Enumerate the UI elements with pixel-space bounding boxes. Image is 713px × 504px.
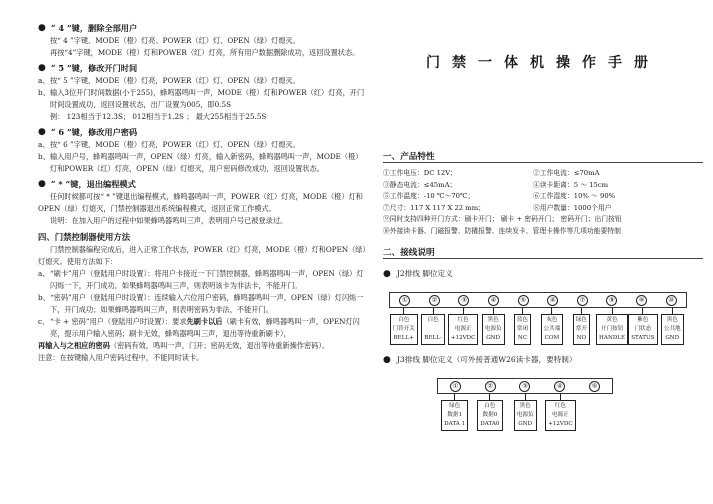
divider xyxy=(383,258,703,259)
section-heading-wiring: 二、接线说明 xyxy=(383,248,435,258)
pin-label: 黄色 开门按钮 HANDLE xyxy=(596,308,628,345)
section-heading: ● “ 6 ”键，修改用户密码 xyxy=(38,127,138,137)
list-item: c、 “卡 + 密码”用户（登陆用户时设置）：要求先刷卡以后（刷卡有效，蜂鸣器鸣叫一声，OPEN灯闪亮，提示用户输入密码；刷卡无效，蜂鸣器鸣叫三声，退出等待重新刷卡）， xyxy=(38,317,360,338)
connector-pin: ① xyxy=(390,293,420,307)
pin-label: 白色 数据0 DATA0 xyxy=(472,394,507,431)
spec-row: ③静态电流：≤45mA； ④读卡距离：5 ～ 15cm xyxy=(383,180,609,189)
connector-pin: ⑤ xyxy=(577,379,612,393)
section-key4 xyxy=(38,22,368,59)
connector-pin: ⑤ xyxy=(508,293,538,307)
section-heading: ● “ 4 ”键，删除全部用户 xyxy=(38,23,138,33)
section-heading: 四、门禁控制器使用方法 xyxy=(38,232,131,242)
list-item: b、 “密码”用户（登陆用户时设置）：连续输入六位用户密码，蜂鸣器鸣叫一声，OPEN（绿）灯闪烁一下，开门成功；如果蜂鸣器鸣叫三声，则表明密码为非法，不能开门。 xyxy=(38,293,364,314)
section-heading: ● “ 5 ”键，修改开门时间 xyxy=(38,63,138,73)
paragraph: 按“ 4 ”字键、MODE（橙）灯亮、POWER（红）灯、OPEN（绿）灯熄灭。 xyxy=(50,36,300,45)
spec-row: ⑩外接读卡器、门磁报警、防撬报警、连续发卡、管理卡操作等几项功能要特制 xyxy=(383,226,621,235)
pin-label: 红色 电源正 +12VDC xyxy=(543,394,578,431)
connector-pin: ③ xyxy=(449,293,479,307)
connector-pin: ④ xyxy=(479,293,509,307)
bullet-icon: ● xyxy=(383,354,391,365)
connector-pin: ② xyxy=(473,379,508,393)
bullet-icon: ● xyxy=(383,268,391,279)
spec-row: ①工作电压：DC 12V； ②工作电流：≤70mA xyxy=(383,169,600,177)
j2-caption: ● J2排线 脚位定义 xyxy=(383,268,453,279)
pin-label: 蓝色 常闭 NC xyxy=(508,308,537,345)
paragraph: 门禁控制器编程完成后，进入正常工作状态，POWER（红）灯亮，MODE（橙）灯和OPEN（绿）灯熄灭。使用方法如下： xyxy=(38,245,367,266)
left-column xyxy=(38,22,368,367)
bullet-icon: ● xyxy=(38,179,46,189)
connector-pin: ⑥ xyxy=(538,293,568,307)
spec-row: ⑤工作温度：-10 ℃～70℃； ⑥工作湿度：10% ～ 90% xyxy=(383,192,616,201)
j2-pin-labels xyxy=(389,308,687,345)
connector-pin: ③ xyxy=(508,379,543,393)
connector-pin: ⑦ xyxy=(568,293,598,307)
section-usage xyxy=(38,230,368,364)
paragraph: 再输入与之相应的密码（密码有效，鸣叫一声，门开；密码无效，退出等待重新操作密码）。 xyxy=(38,341,330,350)
connector-pin: ⑨ xyxy=(627,293,657,307)
divider xyxy=(383,162,703,163)
j3-pin-labels xyxy=(437,394,578,431)
connector-pin: ⑧ xyxy=(597,293,627,307)
bullet-icon: ● xyxy=(38,23,46,33)
list-item: a、 按“ 6 ”字键，MODE（橙）灯亮，POWER（红）灯、OPEN（绿）灯熄灭。 xyxy=(38,140,300,149)
section-keystar xyxy=(38,178,368,227)
section-heading: ● “ * ”键，退出编程模式 xyxy=(38,179,136,189)
connector-pin: ② xyxy=(420,293,450,307)
paragraph: 说明：在加入用户的过程中如果蜂鸣器鸣叫三声，表明用户号已被登录过。 xyxy=(50,216,288,225)
section-key5 xyxy=(38,62,368,123)
connector-pin: ① xyxy=(438,379,473,393)
paragraph: 再按“4”字键，MODE（橙）灯和POWER（红）灯亮，所有用户数据删除成功，返回设置状态。 xyxy=(50,48,360,57)
pin-label: 黑色 电源负 GND xyxy=(478,308,507,345)
list-item: b、 输入用户号，蜂鸣器鸣叫一声，OPEN（绿）灯亮，输入新密码，蜂鸣器鸣叫一声，MODE（橙）灯和POWER（红）灯亮，OPEN（绿）灯熄灭，用户密码修改成功，返回设置状态。 xyxy=(38,152,363,173)
example-line: 例： 123相当于12.3S； 012相当于1.2S ； 最大255相当于25.5S xyxy=(50,112,267,121)
pin-label: 绿色 数据1 DATA 1 xyxy=(437,394,472,431)
j3-caption: ● J3排线 脚位定义（可外接普通W26读卡器，要特制） xyxy=(383,354,577,365)
spec-row: ⑨同时支持四种开门方式：刷卡开门； 刷卡 + 密码开门； 密码开门；出门按钮 xyxy=(383,215,622,224)
connector-pin: ⑩ xyxy=(656,293,686,307)
spec-row: ⑦尺寸：117 X 117 X 22 mm； ⑧用户数量：1000个用户 xyxy=(383,203,612,212)
connector-pin: ④ xyxy=(542,379,577,393)
list-item: b、 输入3位开门时间数据(小于255)，蜂鸣器鸣叫一声，MODE（橙）灯和POWER（红）灯亮，开门时间设置成功，返回设置状态，出厂设置为005，即0.5S xyxy=(38,88,365,109)
note: 注意：在按键输入用户密码过程中，不能同时读卡。 xyxy=(38,353,204,362)
paragraph: 任何时候都可按“ * ”键退出编程模式，蜂鸣器鸣叫一声，POWER（红）灯亮，MODE（橙）灯和OPEN（绿）灯熄灭，门禁控制器退出系统编程模式，返回正常工作模式。 xyxy=(38,192,363,213)
pin-label: 灰色 公共端 COM xyxy=(537,308,566,345)
section-heading-features: 一、产品特性 xyxy=(383,152,435,162)
bullet-icon: ● xyxy=(38,63,46,73)
page-title: 门禁一体机操作手册 xyxy=(426,55,660,71)
pin-label: 白色 BELL- xyxy=(418,308,447,345)
pin-label: 黑色 公共地 GND xyxy=(658,308,687,345)
list-item: a、 按“ 5 ”字键，MODE（橙）灯亮，POWER（红）灯、OPEN（绿）灯熄灭。 xyxy=(38,76,300,85)
pin-label: 白色 门铃开关 BELL+ xyxy=(389,308,418,345)
bullet-icon: ● xyxy=(38,127,46,137)
pin-label: 黑色 电源负 GND xyxy=(508,394,543,431)
pin-label: 绿色 常开 NO xyxy=(567,308,596,345)
j2-connector xyxy=(389,292,687,308)
pin-label: 紫色 门状态 STATUS xyxy=(628,308,657,345)
right-column xyxy=(383,0,703,504)
spec-list xyxy=(383,168,703,238)
section-key6 xyxy=(38,126,368,175)
list-item: a、 “刷卡”用户（登陆用户时设置）：将用户卡接近一下门禁控制器，蜂鸣器鸣叫一声，OPEN（绿）灯闪烁一下，开门成功，如果蜂鸣器鸣叫三声，则表明该卡为非法卡，不能开门。 xyxy=(38,269,364,290)
pin-label: 红色 电源正 +12VDC xyxy=(448,308,479,345)
j3-connector xyxy=(437,378,613,394)
